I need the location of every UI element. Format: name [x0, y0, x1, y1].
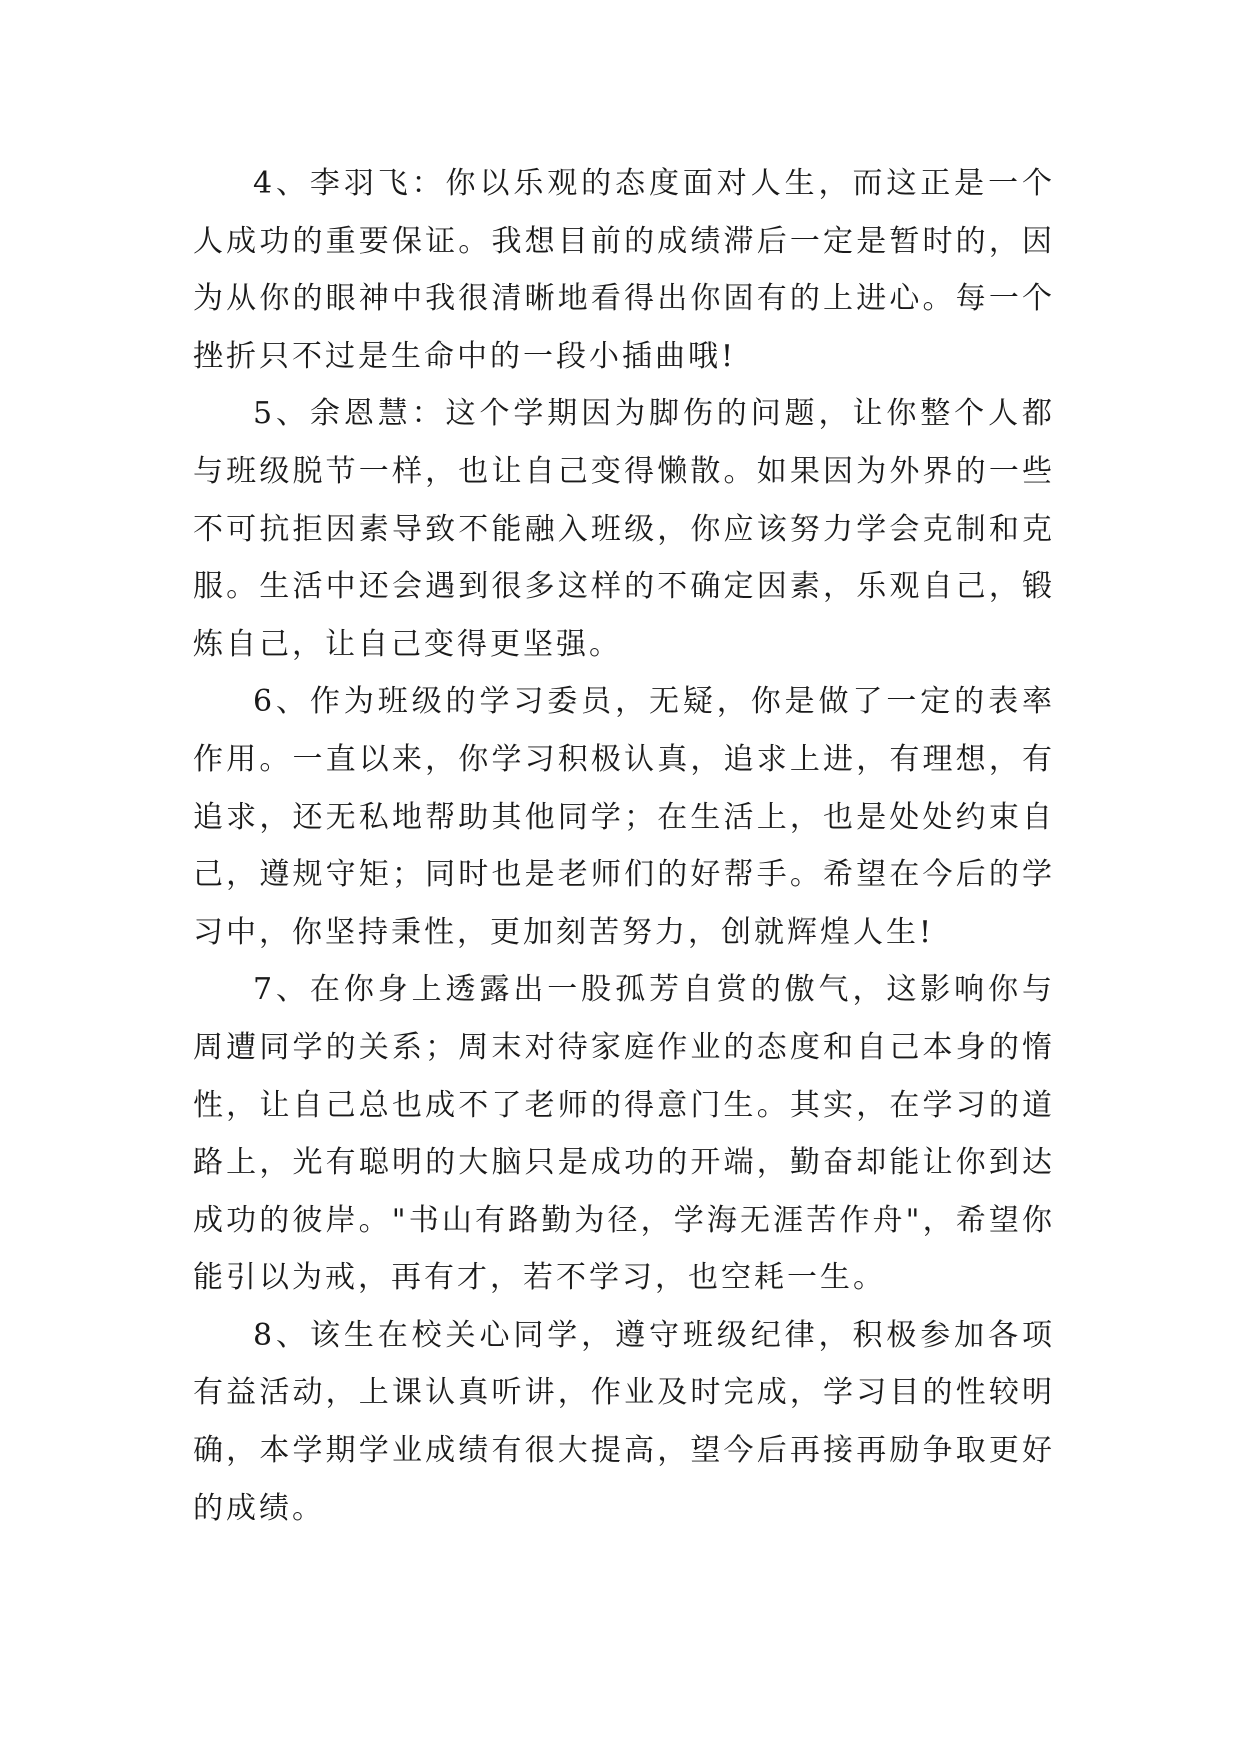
- paragraph-comment-7: 7、在你身上透露出一股孤芳自赏的傲气，这影响你与周遭同学的关系；周末对待家庭作业的态度和自己本身的惰性，让自己总也成不了老师的得意门生。其实，在学习的道路上，光有聪明的大脑只是成功的开端，勤奋却能让你到达成功的彼岸。"书山有路勤为径，学海无涯苦作舟"，希望你能引以为戒，再有才，若不学习，也空耗一生。: [193, 972, 1055, 1296]
- paragraph-comment-8: 8、该生在校关心同学，遵守班级纪律，积极参加各项有益活动，上课认真听讲，作业及时完成，学习目的性较明确，本学期学业成绩有很大提高，望今后再接再励争取更好的成绩。: [193, 1317, 1055, 1526]
- document-body: [193, 155, 1055, 1537]
- paragraph-comment-5: 5、余恩慧：这个学期因为脚伤的问题，让你整个人都与班级脱节一样，也让自己变得懒散。如果因为外界的一些不可抗拒因素导致不能融入班级，你应该努力学会克制和克服。生活中还会遇到很多这样的不确定因素，乐观自己，锻炼自己，让自己变得更坚强。: [193, 396, 1055, 662]
- paragraph-comment-6: 6、作为班级的学习委员，无疑，你是做了一定的表率作用。一直以来，你学习积极认真，追求上进，有理想，有追求，还无私地帮助其他同学；在生活上，也是处处约束自己，遵规守矩；同时也是老师们的好帮手。希望在今后的学习中，你坚持秉性，更加刻苦努力，创就辉煌人生!: [193, 684, 1055, 950]
- paragraph-comment-4: 4、李羽飞：你以乐观的态度面对人生，而这正是一个人成功的重要保证。我想目前的成绩滞后一定是暂时的，因为从你的眼神中我很清晰地看得出你固有的上进心。每一个挫折只不过是生命中的一段小插曲哦!: [193, 166, 1055, 374]
